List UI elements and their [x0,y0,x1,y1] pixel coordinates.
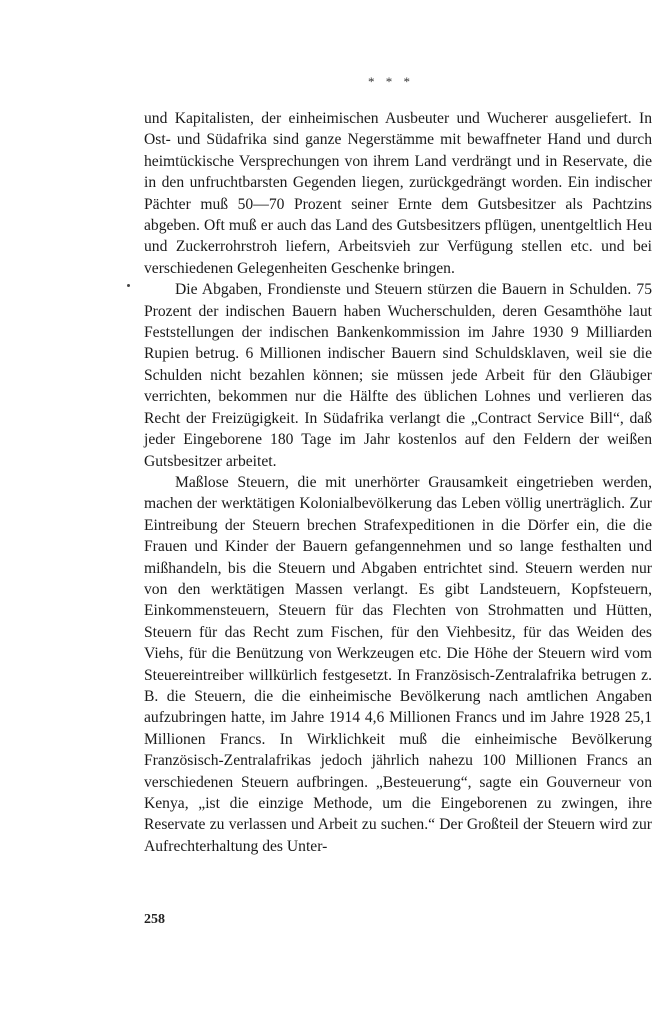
body-text [144,108,652,857]
paragraph-2: Die Abgaben, Frondienste und Steuern stürzen die Bauern in Schulden. 75 Prozent der indischen Bauern haben Wucherschulden, deren Gesamthöhe laut Feststellungen der indischen Bankenkommission im Jahre 1930 9 Milliarden Rupien betrug. 6 Millionen indischer Bauern sind Schuldsklaven, weil sie die Schulden nicht bezahlen können; sie müssen jede Arbeit für den Gläubiger verrichten, bekommen nur die Hälfte des üblichen Lohnes und verlieren das Recht der Freizügigkeit. In Südafrika verlangt die „Contract Service Bill“, daß jeder Eingeborene 180 Tage im Jahr kostenlos auf den Feldern der weißen Gutsbesitzer arbeitet. [144,281,652,470]
page-number: 258 [144,912,165,927]
paragraph-1: und Kapitalisten, der einheimischen Ausbeuter und Wucherer ausgeliefert. In Ost- und Südafrika sind ganze Negerstämme mit bewaffneter Hand und durch heimtückische Versprechungen von ihrem Land verdrängt und in Reservate, die in den unfruchtbarsten Gegenden liegen, zurückgedrängt worden. Ein indischer Pächter muß 50—70 Prozent seiner Ernte dem Gutsbesitzer als Pachtzins abgeben. Oft muß er auch das Land des Gutsbesitzers pflügen, unentgeltlich Heu und Zuckerrohrstroh liefern, Arbeitsvieh zur Verfügung stellen etc. und bei verschiedenen Gelegenheiten Geschenke bringen. [144,110,652,277]
margin-speck [127,284,130,287]
header-ornament: * * * [368,74,414,89]
paragraph-3: Maßlose Steuern, die mit unerhörter Grausamkeit eingetrieben werden, machen der werktätigen Kolonialbevölkerung das Leben völlig unerträglich. Zur Eintreibung der Steuern brechen Strafexpeditionen in die Dörfer ein, die die Frauen und Kinder der Bauern gefangennehmen und so lange festhalten und mißhandeln, bis die Steuern und Abgaben entrichtet sind. Steuern werden nur von den werktätigen Massen verlangt. Es gibt Landsteuern, Kopfsteuern, Einkommensteuern, Steuern für das Flechten von Strohmatten und Hütten, Steuern für das Recht zum Fischen, für den Viehbesitz, für das Weiden des Viehs, für die Benützung von Werkzeugen etc. Die Höhe der Steuern wird vom Steuereintreiber willkürlich festgesetzt. In Französisch-Zentralafrika betrugen z. B. die Steuern, die die einheimische Bevölkerung nach amtlichen Angaben aufzubringen hatte, im Jahre 1914 4,6 Millionen Francs und im Jahre 1928 25,1 Millionen Francs. In Wirklichkeit muß die einheimische Bevölkerung Französisch-Zentralafrikas jedoch jährlich nahezu 100 Millionen Francs an verschiedenen Steuern aufbringen. „Besteuerung“, sagte ein Gouverneur von Kenya, „ist die einzige Methode, um die Eingeborenen zu zwingen, ihre Reservate zu verlassen und Arbeit zu suchen.“ Der Großteil der Steuern wird zur Aufrechterhaltung des Unter- [144,473,652,855]
